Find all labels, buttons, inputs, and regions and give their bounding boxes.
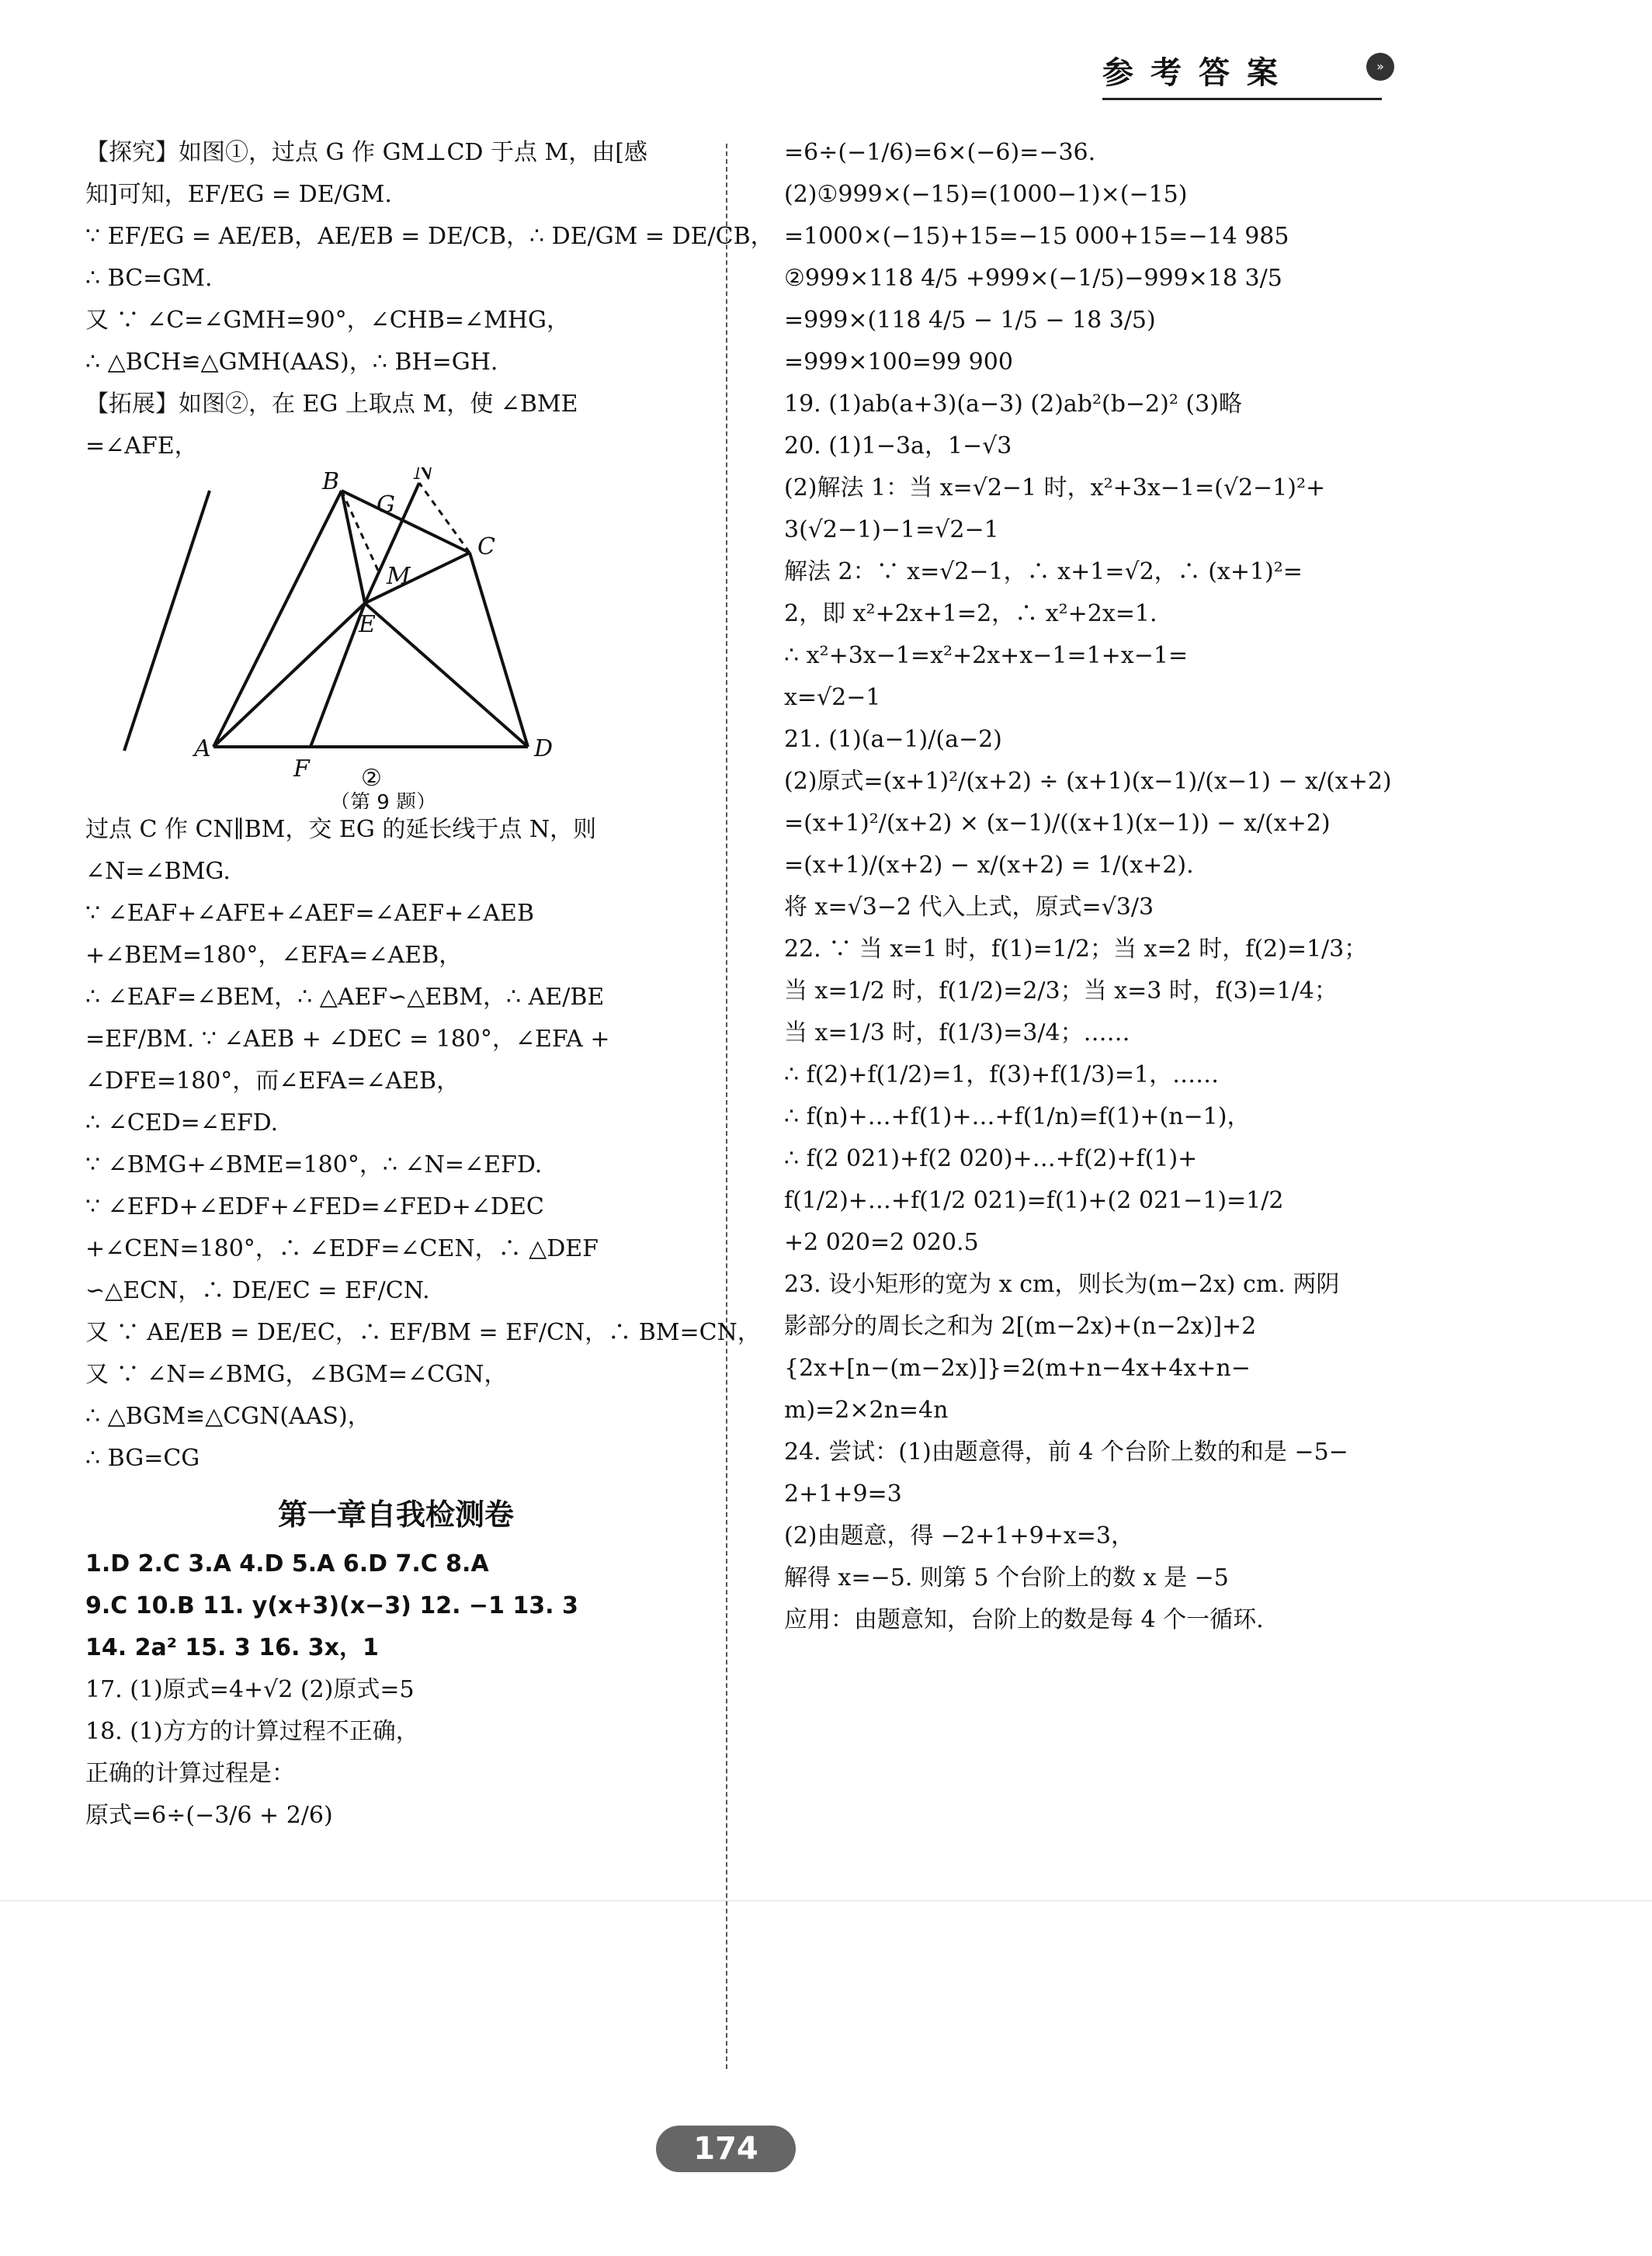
- left-line: 知]可知，EF/EG = DE/GM.: [85, 181, 392, 208]
- right-line: (2)由题意，得 −2+1+9+x=3，: [784, 1522, 1134, 1550]
- right-line: 当 x=1/3 时，f(1/3)=3/4；……: [784, 1019, 1130, 1046]
- geometry-diagram: [85, 467, 706, 809]
- right-line: 2，即 x²+2x+1=2，∴ x²+2x=1.: [784, 600, 1157, 627]
- left-line: ∠N=∠BMG.: [85, 858, 231, 885]
- right-line: =999×(118 4/5 − 1/5 − 18 3/5): [784, 307, 1156, 334]
- right-line: ②999×118 4/5 +999×(−1/5)−999×18 3/5: [784, 265, 1282, 292]
- label-d: D: [534, 735, 554, 762]
- right-line: =6÷(−1/6)=6×(−6)=−36.: [784, 139, 1096, 166]
- segment-be: [342, 491, 365, 603]
- answer-line: 1.D 2.C 3.A 4.D 5.A 6.D 7.C 8.A: [85, 1550, 489, 1577]
- right-line: (2)①999×(−15)=(1000−1)×(−15): [784, 181, 1188, 208]
- left-line: 又 ∵ AE/EB = DE/EC，∴ EF/BM = EF/CN，∴ BM=CN，: [85, 1319, 761, 1346]
- right-line: 将 x=√3−2 代入上式，原式=√3/3: [784, 894, 1154, 921]
- answer-line: 正确的计算过程是：: [85, 1760, 295, 1787]
- right-line: (2)解法 1：当 x=√2−1 时，x²+3x−1=(√2−1)²+: [784, 474, 1326, 502]
- scan-line: [0, 1900, 1652, 1901]
- right-line: ∴ f(2 021)+f(2 020)+…+f(2)+f(1)+: [784, 1145, 1198, 1172]
- segment-dc: [470, 553, 528, 747]
- left-line: ∴ BC=GM.: [85, 265, 213, 292]
- segment-bc: [342, 491, 470, 553]
- segment-ae: [213, 603, 365, 747]
- answer-line: 原式=6÷(−3/6 + 2/6): [85, 1802, 333, 1829]
- label-n: N: [414, 467, 435, 485]
- page-number: 174: [656, 2126, 796, 2172]
- label-m: M: [387, 563, 411, 590]
- section-title: 第一章自我检测卷: [277, 1498, 514, 1532]
- answer-line: 18. (1)方方的计算过程不正确，: [85, 1718, 419, 1745]
- answer-line: 17. (1)原式=4+√2 (2)原式=5: [85, 1676, 415, 1703]
- right-column: [784, 132, 1405, 1641]
- left-column: [85, 132, 774, 1837]
- dashed-lines: [342, 483, 470, 572]
- left-line: 又 ∵ ∠C=∠GMH=90°，∠CHB=∠MHG，: [85, 307, 571, 334]
- right-line: +2 020=2 020.5: [784, 1229, 979, 1256]
- subfigure-label: ②: [361, 765, 382, 792]
- right-line: ∴ x²+3x−1=x²+2x+x−1=1+x−1=: [784, 642, 1189, 669]
- right-line: ∴ f(2)+f(1/2)=1，f(3)+f(1/3)=1，……: [784, 1061, 1220, 1088]
- right-line: 应用：由题意知，台阶上的数是每 4 个一循环.: [784, 1606, 1264, 1633]
- right-line: 影部分的周长之和为 2[(m−2x)+(n−2x)]+2: [784, 1313, 1257, 1340]
- right-line: =(x+1)/(x+2) − x/(x+2) = 1/(x+2).: [784, 852, 1194, 879]
- right-line: 解法 2：∵ x=√2−1，∴ x+1=√2，∴ (x+1)²=: [784, 558, 1303, 585]
- label-e: E: [359, 611, 376, 638]
- left-line: ∴ △BGM≌△CGN(AAS)，: [85, 1403, 371, 1430]
- right-line: 24. 尝试：(1)由题意得，前 4 个台阶上数的和是 −5−: [784, 1439, 1348, 1466]
- segment-ba: [124, 491, 210, 751]
- figure-caption: （第 9 题）: [330, 791, 437, 809]
- right-line: 22. ∵ 当 x=1 时，f(1)=1/2；当 x=2 时，f(2)=1/3；: [784, 935, 1368, 963]
- left-line: 【探究】如图①，过点 G 作 GM⊥CD 于点 M，由[感: [85, 139, 647, 166]
- segment-ec: [365, 553, 470, 603]
- left-line: ∵ ∠EFD+∠EDF+∠FED=∠FED+∠DEC: [85, 1193, 544, 1220]
- right-line: 2+1+9=3: [784, 1480, 902, 1508]
- right-line: 19. (1)ab(a+3)(a−3) (2)ab²(b−2)² (3)略: [784, 390, 1242, 418]
- label-c: C: [477, 533, 495, 561]
- left-line: 【拓展】如图②，在 EG 上取点 M，使 ∠BME: [85, 390, 578, 418]
- double-arrow-icon: »: [1366, 53, 1394, 81]
- right-line: =1000×(−15)+15=−15 000+15=−14 985: [784, 223, 1289, 250]
- label-f: F: [293, 755, 310, 783]
- right-line: ∴ f(n)+…+f(1)+…+f(1/n)=f(1)+(n−1)，: [784, 1103, 1251, 1130]
- column-divider: [726, 144, 727, 2069]
- segment-ab: [213, 491, 342, 747]
- left-line: ∠DFE=180°，而∠EFA=∠AEB，: [85, 1067, 460, 1095]
- header-title: 参考答案: [1102, 55, 1295, 91]
- segment-cn: [419, 483, 470, 553]
- left-line: +∠CEN=180°，∴ ∠EDF=∠CEN，∴ △DEF: [85, 1235, 599, 1262]
- segment-fe: [311, 603, 365, 747]
- left-line: ∴ ∠CED=∠EFD.: [85, 1109, 279, 1137]
- right-line: (2)原式=(x+1)²/(x+2) ÷ (x+1)(x−1)/(x−1) − x/(x+2): [784, 768, 1392, 795]
- label-g: G: [377, 491, 395, 519]
- right-line: x=√2−1: [784, 684, 881, 711]
- left-line: =∠AFE，: [85, 432, 198, 460]
- right-line: =999×100=99 900: [784, 349, 1013, 376]
- right-line: =(x+1)²/(x+2) × (x−1)/((x+1)(x−1)) − x/(x+2): [784, 810, 1331, 837]
- right-line: {2x+[n−(m−2x)]}=2(m+n−4x+4x+n−: [784, 1355, 1251, 1382]
- geometry-figure: [85, 467, 706, 809]
- left-line: 又 ∵ ∠N=∠BMG，∠BGM=∠CGN，: [85, 1361, 508, 1388]
- left-line: ∽△ECN，∴ DE/EC = EF/CN.: [85, 1277, 430, 1304]
- right-line: 23. 设小矩形的宽为 x cm，则长为(m−2x) cm. 两阴: [784, 1271, 1340, 1298]
- left-line: ∴ △BCH≌△GMH(AAS)，∴ BH=GH.: [85, 349, 498, 376]
- right-line: 20. (1)1−3a，1−√3: [784, 432, 1012, 460]
- label-a: A: [194, 735, 211, 762]
- left-line: +∠BEM=180°，∠EFA=∠AEB，: [85, 942, 463, 969]
- right-line: 3(√2−1)−1=√2−1: [784, 516, 999, 543]
- right-line: 解得 x=−5. 则第 5 个台阶上的数 x 是 −5: [784, 1564, 1229, 1591]
- right-line: 21. (1)(a−1)/(a−2): [784, 726, 1002, 753]
- left-line: ∵ ∠BMG+∠BME=180°，∴ ∠N=∠EFD.: [85, 1151, 543, 1178]
- left-line: ∴ BG=CG: [85, 1445, 200, 1472]
- left-line: ∴ ∠EAF=∠BEM，∴ △AEF∽△EBM，∴ AE/BE: [85, 984, 605, 1011]
- right-line: 当 x=1/2 时，f(1/2)=2/3；当 x=3 时，f(3)=1/4；: [784, 977, 1338, 1005]
- segment-ed: [365, 603, 528, 747]
- right-line: m)=2×2n=4n: [784, 1397, 949, 1424]
- segment-bm: [342, 491, 379, 572]
- left-line: =EF/BM. ∵ ∠AEB + ∠DEC = 180°，∠EFA +: [85, 1026, 610, 1053]
- left-line: 过点 C 作 CN∥BM，交 EG 的延长线于点 N，则: [85, 816, 597, 843]
- left-line: ∵ ∠EAF+∠AFE+∠AEF=∠AEF+∠AEB: [85, 900, 534, 927]
- left-line: ∵ EF/EG = AE/EB，AE/EB = DE/CB，∴ DE/GM = DE/CB，: [85, 223, 774, 250]
- header-rule: [1102, 98, 1382, 100]
- answer-line: 9.C 10.B 11. y(x+3)(x−3) 12. −1 13. 3: [85, 1592, 578, 1619]
- label-b: B: [322, 468, 340, 495]
- page-header: [1102, 48, 1382, 102]
- right-line: f(1/2)+…+f(1/2 021)=f(1)+(2 021−1)=1/2: [784, 1187, 1284, 1214]
- answer-line: 14. 2a² 15. 3 16. 3x，1: [85, 1634, 379, 1661]
